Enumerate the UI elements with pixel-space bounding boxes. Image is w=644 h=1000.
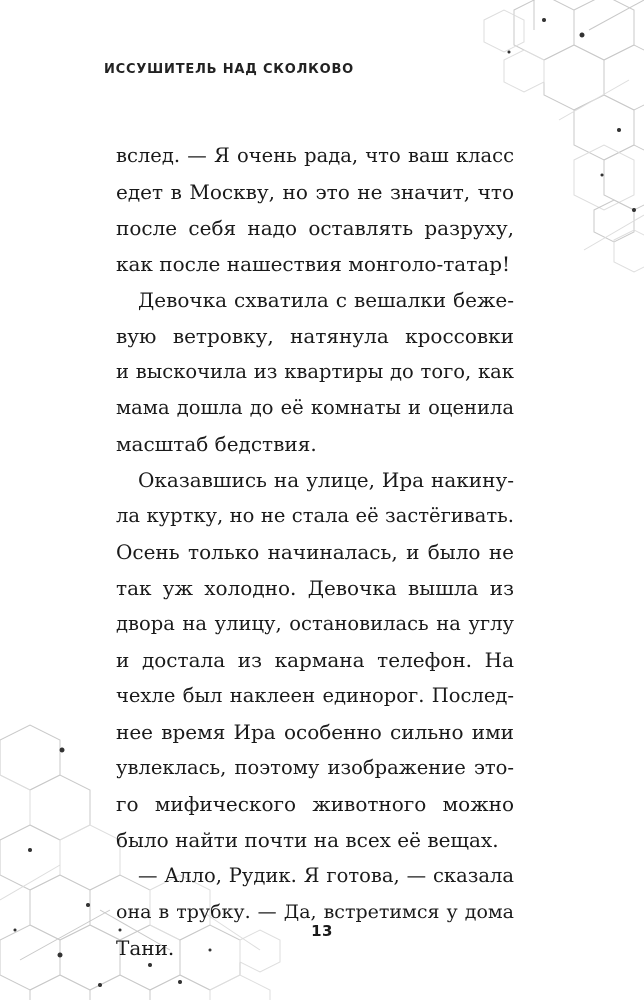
text-line: масштаб бедствия. — [116, 432, 317, 456]
text-line: и выскочила из квартиры до того, как — [116, 360, 514, 383]
text-line: она в трубку. — Да, встретимся у дома — [116, 901, 514, 923]
page-number: 13 — [311, 922, 333, 940]
text-line: было найти почти на всех её вещах. — [116, 828, 499, 852]
paragraph — [116, 138, 514, 282]
text-line: Тани. — [116, 936, 175, 960]
text-line: вслед. — Я очень рада, что ваш класс — [116, 144, 514, 167]
text-line: мама дошла до её комнаты и оценила — [116, 396, 514, 419]
body-text — [116, 138, 514, 966]
paragraph — [116, 282, 514, 462]
running-header: ИССУШИТЕЛЬ НАД СКОЛКОВО — [104, 62, 355, 77]
text-line: увлеклась, поэтому изображение это- — [116, 756, 514, 779]
text-line: ла куртку, но не стала её застёгивать. — [116, 504, 514, 527]
text-line: Девочка схватила с вешалки беже- — [138, 288, 514, 312]
text-line: едет в Москву, но это не значит, что — [116, 180, 514, 204]
text-line: нее время Ира особенно сильно ими — [116, 720, 514, 744]
text-line: го мифического животного можно — [116, 792, 514, 816]
text-line: Оказавшись на улице, Ира накину- — [138, 468, 514, 492]
text-line: после себя надо оставлять разруху, — [116, 216, 514, 240]
text-line: Осень только начиналась, и было не — [116, 540, 514, 564]
text-line: чехле был наклеен единорог. Послед- — [116, 684, 514, 707]
text-line: и достала из кармана телефон. На — [116, 648, 514, 672]
text-line: как после нашествия монголо-татар! — [116, 252, 511, 276]
text-line: вую ветровку, натянула кроссовки — [116, 324, 514, 348]
text-line: — Алло, Рудик. Я готова, — сказала — [138, 864, 514, 887]
text-line: двора на улицу, остановилась на углу — [116, 612, 514, 635]
paragraph — [116, 462, 514, 858]
text-line: так уж холодно. Девочка вышла из — [116, 576, 514, 600]
paragraph — [116, 858, 514, 966]
